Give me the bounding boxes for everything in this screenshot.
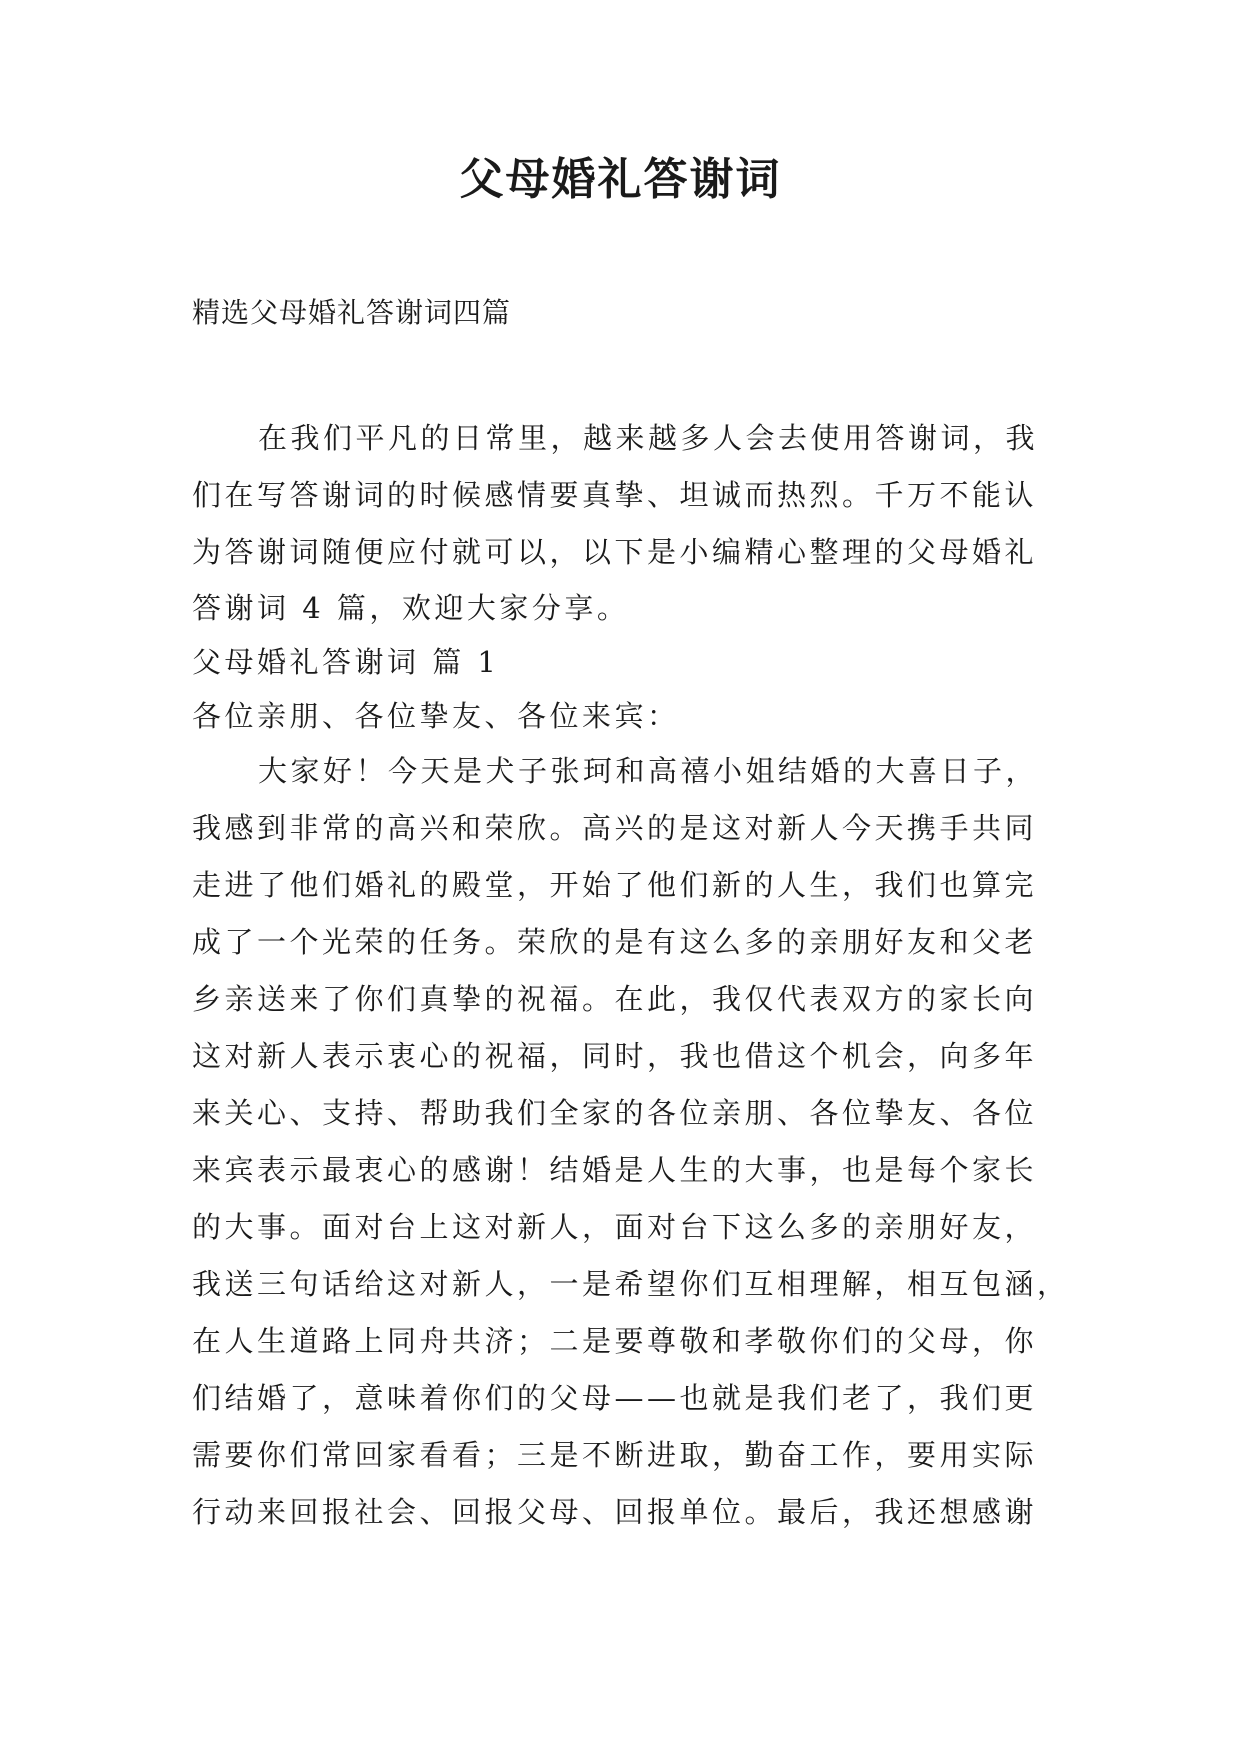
document-body <box>192 410 1070 1541</box>
salutation: 各位亲朋、各位挚友、各位来宾： <box>192 699 680 733</box>
paragraph-line: 为答谢词随便应付就可以，以下是小编精心整理的父母婚礼 <box>192 535 1038 569</box>
paragraph-line: 们在写答谢词的时候感情要真挚、坦诚而热烈。千万不能认 <box>192 478 1038 512</box>
document-subtitle: 精选父母婚礼答谢词四篇 <box>192 296 512 329</box>
paragraph-line: 来宾表示最衷心的感谢！结婚是人生的大事，也是每个家长 <box>192 1153 1038 1187</box>
paragraph-line: 在人生道路上同舟共济；二是要尊敬和孝敬你们的父母，你 <box>192 1324 1038 1358</box>
paragraph-line: 乡亲送来了你们真挚的祝福。在此，我仅代表双方的家长向 <box>192 982 1038 1016</box>
paragraph-line: 我感到非常的高兴和荣欣。高兴的是这对新人今天携手共同 <box>192 811 1038 845</box>
paragraph-line: 在我们平凡的日常里，越来越多人会去使用答谢词，我 <box>258 421 1039 455</box>
paragraph-line: 成了一个光荣的任务。荣欣的是有这么多的亲朋好友和父老 <box>192 925 1038 959</box>
document-title: 父母婚礼答谢词 <box>459 154 782 205</box>
paragraph-line: 们结婚了，意味着你们的父母——也就是我们老了，我们更 <box>192 1381 1038 1415</box>
paragraph-line: 走进了他们婚礼的殿堂，开始了他们新的人生，我们也算完 <box>192 868 1038 902</box>
paragraph-line: 大家好！今天是犬子张珂和高禧小姐结婚的大喜日子， <box>258 754 1039 788</box>
section-heading: 父母婚礼答谢词 篇 1 <box>192 645 500 679</box>
paragraph-line: 这对新人表示衷心的祝福，同时，我也借这个机会，向多年 <box>192 1039 1038 1073</box>
paragraph-line: 的大事。面对台上这对新人，面对台下这么多的亲朋好友， <box>192 1210 1038 1244</box>
paragraph-line: 我送三句话给这对新人，一是希望你们互相理解，相互包涵， <box>192 1267 1070 1301</box>
paragraph-line: 来关心、支持、帮助我们全家的各位亲朋、各位挚友、各位 <box>192 1096 1038 1130</box>
paragraph-line: 需要你们常回家看看；三是不断进取，勤奋工作，要用实际 <box>192 1438 1038 1472</box>
paragraph-line: 行动来回报社会、回报父母、回报单位。最后，我还想感谢 <box>192 1495 1038 1529</box>
paragraph-line: 答谢词 4 篇，欢迎大家分享。 <box>192 591 630 625</box>
